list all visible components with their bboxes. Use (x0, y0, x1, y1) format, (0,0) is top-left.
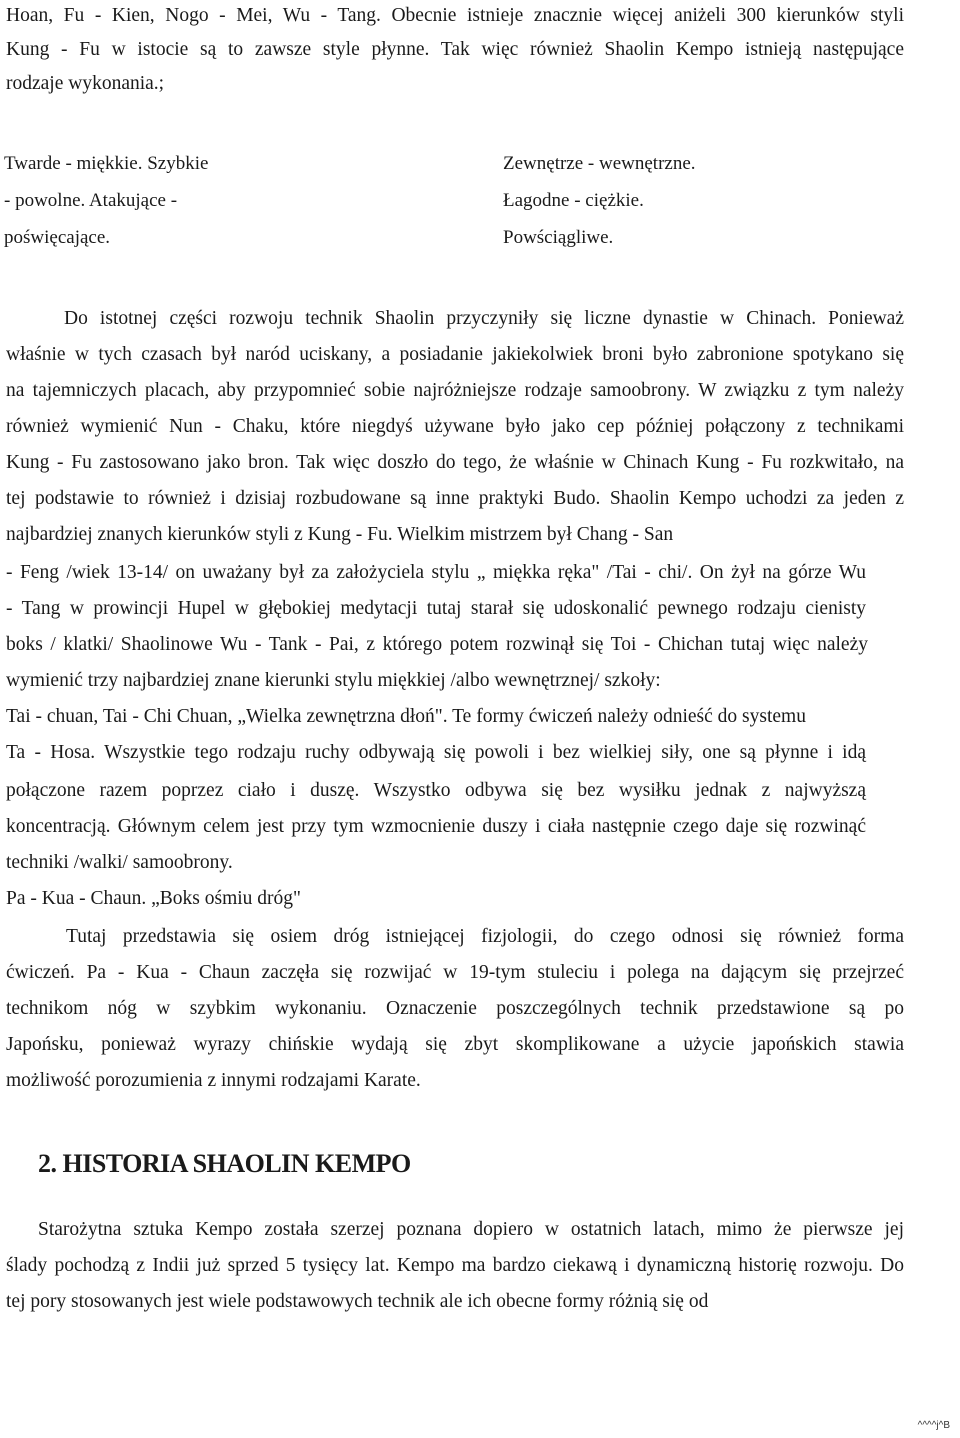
body-line: właśnie w tych czasach był naród uciskany, a posiadanie jakiekolwiek broni było zabronione spotykano się (6, 344, 904, 365)
body-line: techniki /walki/ samoobrony. (6, 852, 233, 873)
body-line: połączone razem poprzez ciało i duszę. Wszystko odbywa się bez wysiłku jednak z najwyższą (6, 780, 866, 801)
intro-line-2: Kung - Fu w istocie są to zawsze style płynne. Tak więc również Shaolin Kempo istnieją następujące (6, 39, 904, 60)
footer-mark: ^^^^j^B (917, 1420, 950, 1431)
styles-right-item: Łagodne - ciężkie. (503, 190, 644, 211)
styles-right-item: Zewnętrze - wewnętrzne. (503, 153, 696, 174)
body-line: - Tang w prowincji Hupel w głębokiej medytacji tutaj starał się udoskonalić pewnego rodzaju cienisty (6, 598, 866, 619)
intro-line-1: Hoan, Fu - Kien, Nogo - Mei, Wu - Tang. Obecnie istnieje znacznie więcej aniżeli 300 kierunków styli (6, 5, 904, 26)
history-line: tej pory stosowanych jest wiele podstawowych technik ale ich obecne formy różnią się od (6, 1291, 709, 1312)
body-line: Tutaj przedstawia się osiem dróg istniejącej fizjologii, do czego odnosi się również forma (66, 926, 904, 947)
body-line: - Feng /wiek 13-14/ on uważany był za założyciela stylu „ miękka ręka" /Tai - chi/. On żył na górze Wu (6, 562, 866, 583)
body-line: najbardziej znanych kierunków styli z Kung - Fu. Wielkim mistrzem był Chang - San (6, 524, 674, 545)
body-line: wymienić trzy najbardziej znane kierunki stylu miękkiej /albo wewnętrznej/ szkoły: (6, 670, 661, 691)
styles-right-item: Powściągliwe. (503, 227, 614, 248)
body-line: tej podstawie to również i dzisiaj rozbudowane są inne praktyki Budo. Shaolin Kempo uchodzi za jeden z (6, 488, 904, 509)
body-line: na tajemniczych placach, aby przypomnieć sobie najróżniejsze rodzaje samoobrony. W związku z tym należy (6, 380, 904, 401)
body-line: Ta - Hosa. Wszystkie tego rodzaju ruchy odbywają się powoli i bez wielkiej siły, one są płynne i idą (6, 742, 866, 763)
body-line: również wymienić Nun - Chaku, które niegdyś używane było jako cep później połączony z technikami (6, 416, 904, 437)
body-line: Do istotnej części rozwoju technik Shaolin przyczyniły się liczne dynastie w Chinach. Ponieważ (64, 308, 904, 329)
body-line: Kung - Fu zastosowano jako bron. Tak więc doszło do tego, że właśnie w Chinach Kung - Fu rozkwitało, na (6, 452, 904, 473)
body-line: Pa - Kua - Chaun. „Boks ośmiu dróg" (6, 888, 302, 909)
body-line: boks / klatki/ Shaolinowe Wu - Tank - Pai, z którego potem rozwinął się Toi - Chichan tutaj więc należy (6, 634, 868, 655)
intro-line-3: rodzaje wykonania.; (6, 73, 165, 94)
styles-left-item: Twarde - miękkie. Szybkie (4, 153, 209, 174)
history-line: Starożytna sztuka Kempo została szerzej poznana dopiero w ostatnich latach, mimo że pierwsze jej (38, 1219, 904, 1240)
body-line: Japońsku, ponieważ wyrazy chińskie wydają się zbyt skomplikowane a użycie japońskich stawia (6, 1034, 904, 1055)
body-line: technikom nóg w szybkim wykonaniu. Oznaczenie poszczególnych technik przedstawione są po (6, 998, 904, 1019)
styles-left-item: - powolne. Atakujące - (4, 190, 178, 211)
body-line: koncentracją. Głównym celem jest przy tym wzmocnienie duszy i ciała następnie czego daje się rozwinąć (6, 816, 866, 837)
body-line: ćwiczeń. Pa - Kua - Chaun zaczęła się rozwijać w 19-tym stuleciu i polega na dającym się przejrzeć (6, 962, 904, 983)
body-line: Tai - chuan, Tai - Chi Chuan, „Wielka zewnętrzna dłoń". Te formy ćwiczeń należy odnieść do systemu (6, 706, 806, 727)
history-line: ślady pochodzą z Indii już sprzed 5 tysięcy lat. Kempo ma bardzo ciekawą i dynamiczną historię rozwoju. Do (6, 1255, 904, 1276)
body-line: możliwość porozumienia z innymi rodzajami Karate. (6, 1070, 421, 1091)
styles-left-item: poświęcające. (4, 227, 111, 248)
section-heading: 2. HISTORIA SHAOLIN KEMPO (38, 1149, 411, 1178)
